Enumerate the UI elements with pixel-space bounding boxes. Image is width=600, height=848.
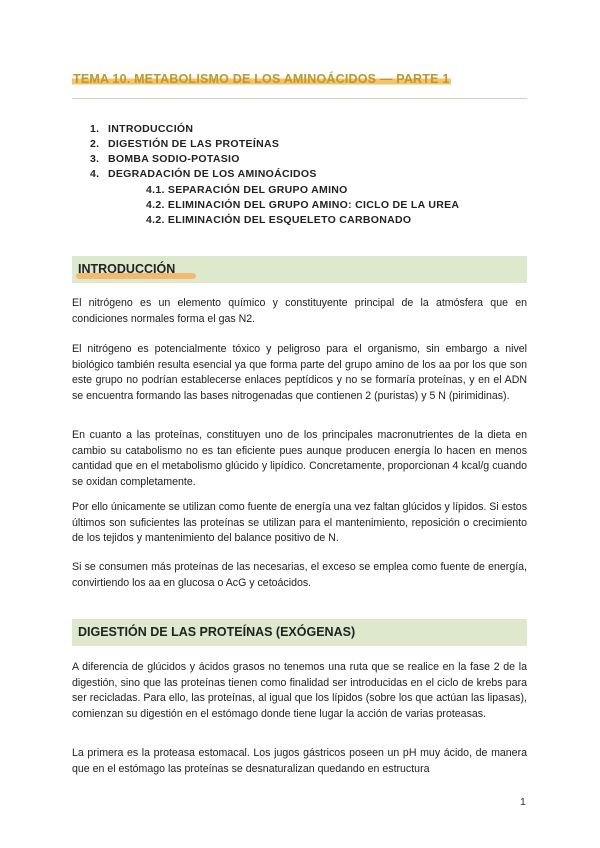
toc-item-label: INTRODUCCIÓN (108, 123, 194, 135)
document-title (72, 72, 527, 86)
toc-item-number: 2. (90, 138, 100, 150)
toc-item-number: 1. (90, 123, 100, 135)
intro-paragraph-5: Si se consumen más proteínas de las necesarias, el exceso se emplea como fuente de energía, convirtiendo los aa en glucosa o AcG y cetoácidos. (72, 561, 527, 589)
toc-item-number: 3. (90, 153, 100, 165)
document-title-text: TEMA 10. METABOLISMO DE LOS AMINOÁCIDOS — PARTE 1 (73, 72, 450, 86)
toc-item (90, 137, 317, 152)
intro-paragraph-2: El nitrógeno es potencialmente tóxico y peligroso para el organismo, sin embargo a nivel biológico también resulta esencial ya que forma parte del grupo amino de los aa por los que son este grupo no podrían establecerse enlaces peptídicos y no se formaría proteínas, y en el ADN se encuentra formando las bases nitrogenadas que contienen 2 (puristas) y 5 N (pirimidinas). (72, 343, 527, 402)
section-heading-text: INTRODUCCIÓN (78, 262, 176, 276)
toc-subitem: 4.2. ELIMINACIÓN DEL ESQUELETO CARBONADO (146, 214, 412, 226)
intro-paragraph-3: En cuanto a las proteínas, constituyen uno de los principales macronutrientes de la dieta en cambio su catabolismo no es tan eficiente pues aunque producen energía lo hacen en menos cantidad que en el metabolismo glúcido y lipídico. Concretamente, proporcionan 4 kcal/g cuando se oxidan completamente. (72, 429, 527, 488)
table-of-contents (90, 122, 317, 182)
toc-item-number: 4. (90, 168, 100, 180)
toc-item (90, 167, 317, 182)
toc-item (90, 152, 317, 167)
toc-item-label: DEGRADACIÓN DE LOS AMINOÁCIDOS (108, 168, 317, 180)
toc-subitem: 4.2. ELIMINACIÓN DEL GRUPO AMINO: CICLO DE LA UREA (146, 199, 460, 211)
intro-paragraph-1: El nitrógeno es un elemento químico y constituyente principal de la atmósfera que en condiciones normales forma el gas N2. (72, 297, 527, 325)
digestion-paragraph-1: A diferencia de glúcidos y ácidos grasos no tenemos una ruta que se realice en la fase 2 de la digestión, sino que las proteínas tienen como finalidad ser introducidas en el ciclo de krebs para ser recicladas. Para ello, las proteínas, al igual que los lípidos (sobre los que actúan las lipasas), comienzan su digestión en el estómago donde tiene lugar la acción de varias proteasas. (72, 661, 527, 720)
toc-subitem: 4.1. SEPARACIÓN DEL GRUPO AMINO (146, 184, 348, 196)
toc-item-label: BOMBA SODIO-POTASIO (108, 153, 240, 165)
digestion-paragraph-2: La primera es la proteasa estomacal. Los jugos gástricos poseen un pH muy ácido, de manera que en el estómago las proteínas se desnaturalizan quedando en estructura (72, 747, 527, 775)
section-heading-digestion (72, 619, 527, 646)
section-heading-text: DIGESTIÓN DE LAS PROTEÍNAS (EXÓGENAS) (78, 625, 356, 639)
title-divider (72, 98, 527, 99)
table-of-contents-subitems (146, 183, 459, 228)
intro-paragraph-4: Por ello únicamente se utilizan como fuente de energía una vez faltan glúcidos y lípidos. Si estos últimos son suficientes las proteínas se utilizan para el mantenimiento, reposición o crecimiento de los tejidos y mantenimiento del balance positivo de N. (72, 501, 527, 545)
section-heading-intro (72, 256, 527, 283)
toc-item-label: DIGESTIÓN DE LAS PROTEÍNAS (108, 138, 280, 150)
toc-item (90, 122, 317, 137)
page-number: 1 (520, 796, 526, 808)
